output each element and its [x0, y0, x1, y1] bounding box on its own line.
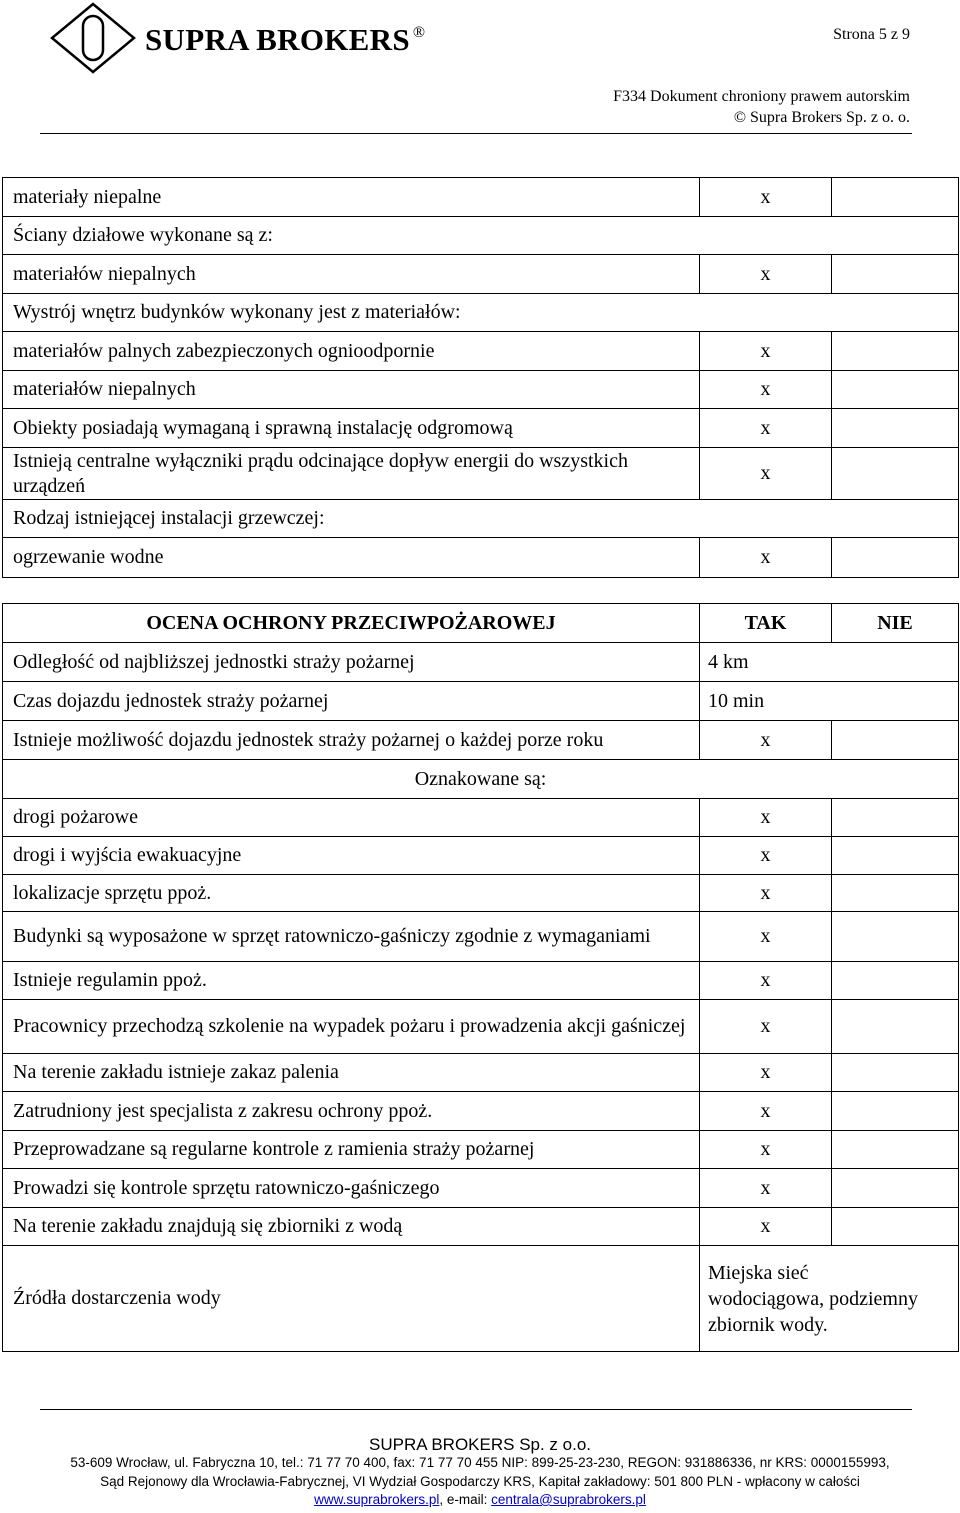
row-label: Zatrudniony jest specjalista z zakresu ochrony ppoż. [3, 1092, 700, 1131]
row-tak-mark: x [700, 1169, 832, 1208]
access-label: Istnieje możliwość dojazdu jednostek straży pożarnej o każdej porze roku [3, 721, 700, 760]
row-tak-mark: x [700, 332, 832, 371]
row-nie-mark [832, 538, 959, 578]
row-nie-mark [832, 1208, 959, 1246]
footer-court: Sąd Rejonowy dla Wrocławia-Fabrycznej, VI Wydział Gospodarczy KRS, Kapitał zakładowy: 501 800 PLN - wpłacony w całości [100, 1474, 860, 1489]
row-nie-mark [832, 1131, 959, 1169]
construction-table [2, 177, 959, 578]
row-nie-mark [832, 1054, 959, 1092]
table-row [3, 448, 959, 500]
row-nie-mark [832, 178, 959, 217]
row-tak-mark: x [700, 1092, 832, 1131]
row-label: Istnieją centralne wyłączniki prądu odcinające dopływ energii do wszystkich urządzeń [3, 448, 700, 500]
row-tak-mark: x [700, 538, 832, 578]
time-label: Czas dojazdu jednostek straży pożarnej [3, 682, 700, 721]
row-nie-mark [832, 1000, 959, 1054]
row-tak-mark: x [700, 875, 832, 912]
row-nie-mark [832, 912, 959, 962]
section-row [3, 217, 959, 255]
table-row [3, 837, 959, 875]
row-label: Istnieje regulamin ppoż. [3, 962, 700, 1000]
row-nie-mark [832, 332, 959, 371]
table-row [3, 1208, 959, 1246]
footer-address: 53-609 Wrocław, ul. Fabryczna 10, tel.: 71 77 70 400, fax: 71 77 70 455 NIP: 899-25-23-230, REGON: 931886336, nr KRS: 0000155993, [70, 1455, 890, 1470]
table-row [3, 371, 959, 409]
table-row [3, 409, 959, 448]
row-tak-mark: x [700, 1054, 832, 1092]
copyright-line: © Supra Brokers Sp. z o. o. [733, 109, 910, 126]
row-label: drogi pożarowe [3, 799, 700, 837]
row-label: Na terenie zakładu istnieje zakaz palenia [3, 1054, 700, 1092]
row-tak-mark: x [700, 799, 832, 837]
table-row [3, 875, 959, 912]
footer-divider [40, 1409, 912, 1410]
supra-brokers-logo-icon [50, 2, 136, 74]
header-divider [40, 133, 912, 134]
row-label: Na terenie zakładu znajdują się zbiorniki z wodą [3, 1208, 700, 1246]
distance-label: Odległość od najbliższej jednostki straży pożarnej [3, 643, 700, 682]
row-label: Pracownicy przechodzą szkolenie na wypadek pożaru i prowadzenia akcji gaśniczej [3, 1000, 700, 1054]
row-nie-mark [832, 409, 959, 448]
row-nie-mark [832, 799, 959, 837]
row-nie-mark [832, 255, 959, 294]
table-row [3, 178, 959, 217]
row-label: materiałów palnych zabezpieczonych ognioodpornie [3, 332, 700, 371]
row-tak-mark: x [700, 178, 832, 217]
col-tak-header: TAK [700, 604, 832, 643]
row-nie-mark [832, 448, 959, 500]
brand-name: SUPRA BROKERS ® [145, 22, 426, 57]
time-row [3, 682, 959, 721]
table-row [3, 255, 959, 294]
row-tak-mark: x [700, 409, 832, 448]
row-tak-mark: x [700, 1208, 832, 1246]
table-header-row [3, 604, 959, 643]
table-row [3, 962, 959, 1000]
table-row [3, 332, 959, 371]
section-row [3, 294, 959, 332]
document-notice [613, 86, 910, 128]
access-row [3, 721, 959, 760]
table-row [3, 799, 959, 837]
footer-contact [0, 1492, 960, 1507]
page-number: Strona 5 z 9 [833, 26, 910, 43]
section-label: Wystrój wnętrz budynków wykonany jest z materiałów: [3, 294, 959, 332]
fire-protection-table [2, 603, 959, 1352]
row-label: lokalizacje sprzętu ppoż. [3, 875, 700, 912]
row-label: drogi i wyjścia ewakuacyjne [3, 837, 700, 875]
row-label: materiały niepalne [3, 178, 700, 217]
table-row [3, 1000, 959, 1054]
row-tak-mark: x [700, 962, 832, 1000]
row-label: materiałów niepalnych [3, 371, 700, 409]
email-link[interactable]: centrala@suprabrokers.pl [491, 1492, 646, 1507]
row-nie-mark [832, 1169, 959, 1208]
access-tak: x [700, 721, 832, 760]
distance-row [3, 643, 959, 682]
row-nie-mark [832, 875, 959, 912]
row-tak-mark: x [700, 255, 832, 294]
marked-header-row [3, 760, 959, 799]
section-label: Ściany działowe wykonane są z: [3, 217, 959, 255]
access-nie [832, 721, 959, 760]
row-nie-mark [832, 837, 959, 875]
website-link[interactable]: www.suprabrokers.pl [314, 1492, 440, 1507]
row-label: ogrzewanie wodne [3, 538, 700, 578]
row-tak-mark: x [700, 448, 832, 500]
row-label: Obiekty posiadają wymaganą i sprawną instalację odgromową [3, 409, 700, 448]
row-tak-mark: x [700, 1000, 832, 1054]
row-tak-mark: x [700, 371, 832, 409]
distance-value: 4 km [700, 643, 959, 682]
section-label: Rodzaj istniejącej instalacji grzewczej: [3, 500, 959, 538]
table-row [3, 538, 959, 578]
table-row [3, 1092, 959, 1131]
document-code: F334 Dokument chroniony prawem autorskim [613, 88, 910, 105]
row-label: Przeprowadzane są regularne kontrole z ramienia straży pożarnej [3, 1131, 700, 1169]
registered-mark: ® [412, 24, 426, 41]
row-label: Prowadzi się kontrole sprzętu ratowniczo-gaśniczego [3, 1169, 700, 1208]
row-label: materiałów niepalnych [3, 255, 700, 294]
col-nie-header: NIE [832, 604, 959, 643]
table-row [3, 1131, 959, 1169]
table-title: OCENA OCHRONY PRZECIWPOŻAROWEJ [3, 604, 700, 643]
email-prefix: , e-mail: [439, 1492, 492, 1507]
water-source-row [3, 1246, 959, 1352]
row-nie-mark [832, 1092, 959, 1131]
section-row [3, 500, 959, 538]
row-tak-mark: x [700, 1131, 832, 1169]
marked-header: Oznakowane są: [3, 760, 959, 799]
water-source-label: Źródła dostarczenia wody [3, 1246, 700, 1352]
row-label: Budynki są wyposażone w sprzęt ratowniczo-gaśniczy zgodnie z wymaganiami [3, 912, 700, 962]
time-value: 10 min [700, 682, 959, 721]
table-row [3, 1169, 959, 1208]
table-row [3, 1054, 959, 1092]
row-nie-mark [832, 371, 959, 409]
table-row [3, 912, 959, 962]
row-nie-mark [832, 962, 959, 1000]
water-source-value: Miejska sieć wodociągowa, podziemny zbiornik wody. [700, 1246, 959, 1352]
row-tak-mark: x [700, 837, 832, 875]
footer-company: SUPRA BROKERS Sp. z o.o. [368, 1435, 592, 1454]
row-tak-mark: x [700, 912, 832, 962]
